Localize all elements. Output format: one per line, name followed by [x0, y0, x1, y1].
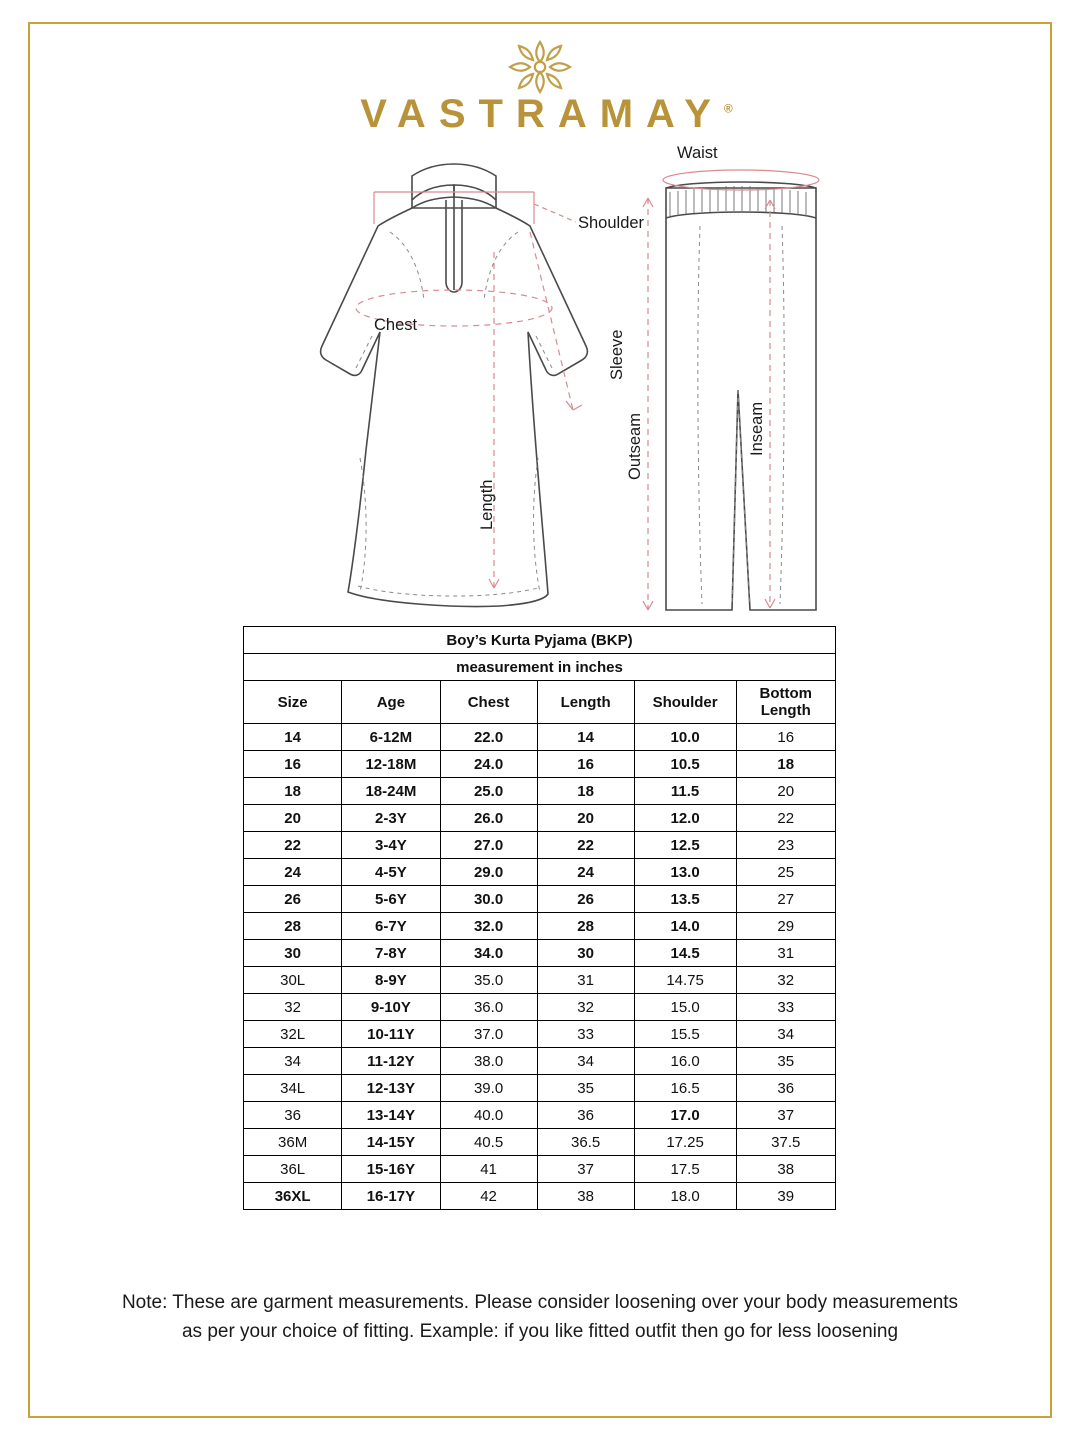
cell-size: 16 [244, 751, 342, 778]
cell-size: 30L [244, 967, 342, 994]
cell-shoulder: 12.5 [634, 832, 736, 859]
cell-chest: 35.0 [440, 967, 537, 994]
cell-age: 3-4Y [342, 832, 440, 859]
cell-chest: 29.0 [440, 859, 537, 886]
column-header-length: Length [537, 681, 634, 724]
label-outseam: Outseam [626, 413, 644, 480]
cell-length: 26 [537, 886, 634, 913]
cell-chest: 22.0 [440, 724, 537, 751]
cell-shoulder: 18.0 [634, 1183, 736, 1210]
cell-shoulder: 13.0 [634, 859, 736, 886]
cell-size: 34 [244, 1048, 342, 1075]
table-row [244, 859, 836, 886]
cell-bottom-length: 37 [736, 1102, 836, 1129]
column-header-chest: Chest [440, 681, 537, 724]
table-header-row [244, 681, 836, 724]
cell-chest: 30.0 [440, 886, 537, 913]
column-header-size: Size [244, 681, 342, 724]
cell-size: 32 [244, 994, 342, 1021]
cell-shoulder: 17.5 [634, 1156, 736, 1183]
table-row [244, 886, 836, 913]
label-sleeve: Sleeve [608, 329, 626, 380]
table-row [244, 1102, 836, 1129]
note-line-2: as per your choice of fitting. Example: if you like fitted outfit then go for less loosening [181, 1321, 899, 1343]
cell-age: 12-18M [342, 751, 440, 778]
cell-bottom-length: 38 [736, 1156, 836, 1183]
cell-length: 38 [537, 1183, 634, 1210]
cell-chest: 40.0 [440, 1102, 537, 1129]
cell-age: 15-16Y [342, 1156, 440, 1183]
cell-shoulder: 10.5 [634, 751, 736, 778]
kurta-and-pyjama-illustration [60, 140, 1020, 620]
cell-size: 36XL [244, 1183, 342, 1210]
cell-chest: 38.0 [440, 1048, 537, 1075]
cell-bottom-length: 23 [736, 832, 836, 859]
table-row [244, 1048, 836, 1075]
cell-size: 20 [244, 805, 342, 832]
table-row [244, 1156, 836, 1183]
cell-bottom-length: 34 [736, 1021, 836, 1048]
cell-bottom-length: 16 [736, 724, 836, 751]
table-row [244, 751, 836, 778]
table-row [244, 832, 836, 859]
note-line-1: Note: These are garment measurements. Please consider loosening over your body measurements [121, 1292, 959, 1313]
cell-age: 7-8Y [342, 940, 440, 967]
cell-age: 13-14Y [342, 1102, 440, 1129]
brand-name: VASTRAMAY® [360, 92, 733, 136]
table-row [244, 967, 836, 994]
cell-length: 14 [537, 724, 634, 751]
table-row [244, 1075, 836, 1102]
cell-shoulder: 14.5 [634, 940, 736, 967]
cell-bottom-length: 22 [736, 805, 836, 832]
cell-shoulder: 15.5 [634, 1021, 736, 1048]
cell-length: 36.5 [537, 1129, 634, 1156]
garment-diagrams [60, 140, 1020, 620]
size-chart-table [243, 626, 836, 1210]
cell-length: 24 [537, 859, 634, 886]
cell-size: 36M [244, 1129, 342, 1156]
cell-chest: 41 [440, 1156, 537, 1183]
brand-header [0, 36, 1080, 137]
cell-bottom-length: 25 [736, 859, 836, 886]
cell-shoulder: 16.0 [634, 1048, 736, 1075]
label-inseam: Inseam [748, 401, 766, 456]
cell-size: 28 [244, 913, 342, 940]
table-row [244, 994, 836, 1021]
cell-age: 4-5Y [342, 859, 440, 886]
cell-shoulder: 11.5 [634, 778, 736, 805]
table-body [244, 627, 836, 1210]
cell-bottom-length: 18 [736, 751, 836, 778]
cell-size: 24 [244, 859, 342, 886]
cell-chest: 37.0 [440, 1021, 537, 1048]
table-row [244, 940, 836, 967]
label-waist: Waist [677, 144, 718, 162]
cell-size: 30 [244, 940, 342, 967]
cell-age: 5-6Y [342, 886, 440, 913]
cell-bottom-length: 31 [736, 940, 836, 967]
cell-age: 14-15Y [342, 1129, 440, 1156]
cell-chest: 40.5 [440, 1129, 537, 1156]
cell-size: 22 [244, 832, 342, 859]
table-row [244, 724, 836, 751]
table-subtitle: measurement in inches [244, 654, 836, 681]
cell-size: 32L [244, 1021, 342, 1048]
cell-chest: 26.0 [440, 805, 537, 832]
cell-size: 34L [244, 1075, 342, 1102]
table-title-row [244, 627, 836, 654]
cell-size: 18 [244, 778, 342, 805]
cell-chest: 36.0 [440, 994, 537, 1021]
column-header-age: Age [342, 681, 440, 724]
cell-shoulder: 15.0 [634, 994, 736, 1021]
cell-chest: 27.0 [440, 832, 537, 859]
registered-trademark: ® [723, 101, 733, 116]
table-row [244, 1183, 836, 1210]
cell-age: 9-10Y [342, 994, 440, 1021]
cell-chest: 25.0 [440, 778, 537, 805]
cell-age: 2-3Y [342, 805, 440, 832]
cell-bottom-length: 27 [736, 886, 836, 913]
column-header-bottom-length: Bottom Length [736, 681, 836, 724]
label-length: Length [478, 479, 496, 530]
cell-bottom-length: 36 [736, 1075, 836, 1102]
cell-length: 16 [537, 751, 634, 778]
size-chart-table-wrapper [243, 626, 836, 1210]
column-header-shoulder: Shoulder [634, 681, 736, 724]
table-row [244, 1021, 836, 1048]
measurement-note [50, 1288, 1030, 1347]
cell-shoulder: 17.25 [634, 1129, 736, 1156]
cell-size: 36L [244, 1156, 342, 1183]
cell-chest: 32.0 [440, 913, 537, 940]
label-shoulder: Shoulder [578, 214, 645, 232]
cell-bottom-length: 20 [736, 778, 836, 805]
cell-age: 11-12Y [342, 1048, 440, 1075]
cell-length: 20 [537, 805, 634, 832]
table-row [244, 778, 836, 805]
cell-length: 31 [537, 967, 634, 994]
cell-bottom-length: 35 [736, 1048, 836, 1075]
table-subtitle-row [244, 654, 836, 681]
cell-shoulder: 14.0 [634, 913, 736, 940]
cell-chest: 34.0 [440, 940, 537, 967]
cell-bottom-length: 39 [736, 1183, 836, 1210]
cell-shoulder: 12.0 [634, 805, 736, 832]
cell-shoulder: 17.0 [634, 1102, 736, 1129]
cell-length: 36 [537, 1102, 634, 1129]
cell-length: 28 [537, 913, 634, 940]
cell-length: 34 [537, 1048, 634, 1075]
table-title: Boy’s Kurta Pyjama (BKP) [244, 627, 836, 654]
cell-bottom-length: 29 [736, 913, 836, 940]
cell-length: 22 [537, 832, 634, 859]
cell-bottom-length: 37.5 [736, 1129, 836, 1156]
cell-size: 36 [244, 1102, 342, 1129]
table-row [244, 1129, 836, 1156]
cell-length: 18 [537, 778, 634, 805]
cell-bottom-length: 33 [736, 994, 836, 1021]
label-chest: Chest [374, 316, 418, 334]
table-row [244, 805, 836, 832]
cell-length: 37 [537, 1156, 634, 1183]
cell-age: 16-17Y [342, 1183, 440, 1210]
cell-size: 14 [244, 724, 342, 751]
cell-shoulder: 13.5 [634, 886, 736, 913]
cell-length: 32 [537, 994, 634, 1021]
cell-bottom-length: 32 [736, 967, 836, 994]
cell-shoulder: 16.5 [634, 1075, 736, 1102]
cell-age: 6-7Y [342, 913, 440, 940]
cell-age: 12-13Y [342, 1075, 440, 1102]
cell-length: 35 [537, 1075, 634, 1102]
cell-chest: 42 [440, 1183, 537, 1210]
cell-shoulder: 14.75 [634, 967, 736, 994]
cell-chest: 39.0 [440, 1075, 537, 1102]
table-row [244, 913, 836, 940]
cell-age: 10-11Y [342, 1021, 440, 1048]
cell-age: 18-24M [342, 778, 440, 805]
cell-chest: 24.0 [440, 751, 537, 778]
cell-shoulder: 10.0 [634, 724, 736, 751]
cell-age: 6-12M [342, 724, 440, 751]
cell-length: 30 [537, 940, 634, 967]
floral-star-icon [502, 36, 578, 98]
cell-length: 33 [537, 1021, 634, 1048]
cell-age: 8-9Y [342, 967, 440, 994]
cell-size: 26 [244, 886, 342, 913]
